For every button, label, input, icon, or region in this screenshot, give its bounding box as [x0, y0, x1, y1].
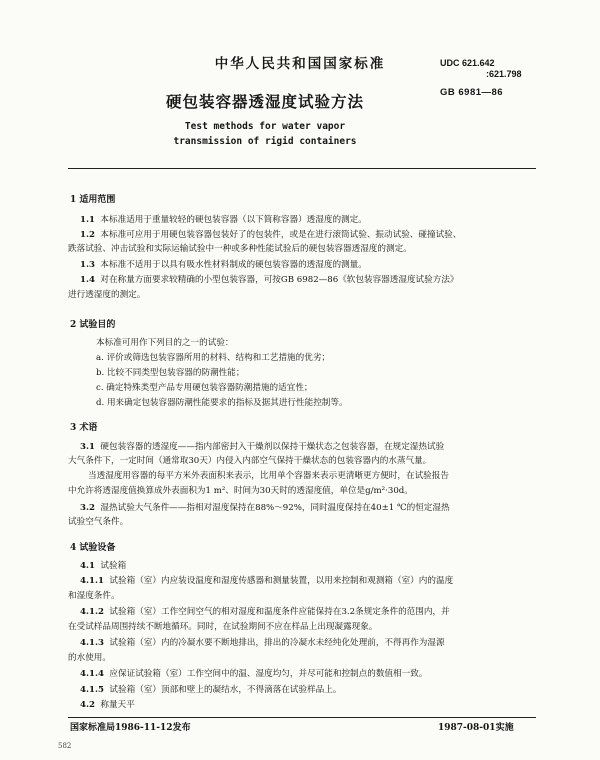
clause-4-1-3-cont: 的水使用。 [68, 653, 111, 663]
clause-4-1-2-cont: 在受试样品周围持续不断地循环。同时，在试验期间不应在样品上出现凝露现象。 [68, 622, 378, 632]
clause-text: 试验箱（室）内的冷凝水要不断地排出，排出的冷凝水未经纯化处理前，不得再作为湿源 [109, 638, 445, 648]
clause-number: 3.1 [80, 442, 95, 452]
clause-number: 1.2 [80, 230, 95, 240]
list-item: a. 评价或筛选包装容器所用的材料、结构和工艺措施的优劣； [96, 353, 331, 363]
clause-4-1-4 [80, 667, 427, 681]
clause-number: 1.1 [80, 215, 95, 225]
clause-3-1-cont: 大气条件下，一定时间（通常取30天）内侵入内部空气保持干燥状态的包装容器内的水蒸气量。 [68, 456, 432, 466]
clause-number: 4.1.3 [80, 638, 104, 648]
clause-3-2-cont: 试验空气条件。 [68, 517, 129, 527]
clause-3-1-para2-cont: 中允许将透湿度值换算成外表面积为1 m²、时间为30天时的透湿度值，单位是g/m²·30d。 [68, 486, 413, 496]
clause-number: 4.1.2 [80, 607, 104, 617]
section-1-heading: 1 适用范围 [70, 195, 116, 205]
gb-standard-code: GB 6981—86 [440, 87, 504, 98]
clause-3-2 [80, 501, 450, 515]
clause-text: 试验箱 [100, 561, 127, 571]
clause-4-1-5 [80, 683, 341, 697]
clause-4-2 [80, 698, 135, 712]
section-2-intro: 本标准可用作下列目的之一的试验： [96, 338, 234, 348]
clause-number: 4.1 [80, 561, 95, 571]
clause-1-1 [80, 213, 367, 227]
clause-number: 4.1.5 [80, 685, 104, 695]
clause-4-1-1 [80, 574, 453, 588]
clause-text: 试验箱（室）内应装设温度和湿度传感器和测量装置，以用来控制和观测箱（室）内的温度 [109, 576, 454, 586]
clause-1-3 [80, 258, 367, 272]
udc-code-line1: UDC 621.642 [440, 58, 495, 68]
clause-text: 本标准可应用于用硬包装容器包装好了的包装件，或是在进行滚筒试验、振动试验、碰撞试验、 [100, 230, 462, 240]
section-4-heading: 4 试验设备 [70, 543, 116, 553]
clause-1-4 [80, 273, 459, 287]
clause-text: 湿热试验大气条件——指相对湿度保持在88%～92%，同时温度保持在40±1 ℃的恒定湿热 [100, 503, 450, 513]
clause-text: 称量天平 [100, 700, 135, 710]
clause-4-1-3 [80, 636, 445, 650]
list-item: c. 确定特殊类型产品专用硬包装容器防潮措施的适宜性； [96, 383, 313, 393]
standard-header-title: 中华人民共和国国家标准 [214, 56, 386, 72]
section-3-heading: 3 术语 [70, 423, 98, 433]
page-number: 582 [58, 742, 72, 750]
clause-1-4-cont: 进行透湿度的测定。 [68, 290, 146, 300]
clause-number: 1.3 [80, 260, 95, 270]
list-item: b. 比较不同类型包装容器的防潮性能； [96, 368, 245, 378]
clause-3-1-para2: 当透湿度用容器的每平方米外表面积来表示，比用单个容器来表示更清晰更方便时，在试验报告 [88, 471, 449, 481]
clause-text: 试验箱（室）顶部和壁上的凝结水，不得滴落在试验样品上。 [109, 685, 342, 695]
effective-date: 1987-08-01实施 [438, 723, 514, 733]
clause-text: 试验箱（室）工作空间空气的相对湿度和温度条件应能保持在3.2条规定条件的范围内，并 [109, 607, 450, 617]
list-item: d. 用来确定包装容器防潮性能要求的指标及据其进行性能控制等。 [96, 398, 348, 408]
section-2-heading: 2 试验目的 [70, 320, 116, 330]
clause-text: 对在称量方面要求较精确的小型包装容器，可按GB 6982—86《软包装容器透湿度试验方法》 [100, 275, 459, 285]
document-title: 硬包装容器透湿度试验方法 [165, 92, 364, 111]
clause-text: 本标准不适用于以具有吸水性材料制成的硬包装容器的透湿度的测量。 [100, 260, 367, 270]
issue-date: 国家标准局1986-11-12发布 [70, 723, 191, 733]
clause-3-1 [80, 440, 444, 454]
header-divider [68, 168, 536, 169]
clause-number: 4.2 [80, 700, 95, 710]
clause-number: 3.2 [80, 503, 95, 513]
clause-4-1-1-cont: 和湿度条件。 [68, 591, 120, 601]
clause-text: 本标准适用于重量较轻的硬包装容器（以下简称容器）透湿度的测定。 [100, 215, 367, 225]
clause-number: 4.1.1 [80, 576, 104, 586]
clause-4-1-2 [80, 605, 450, 619]
clause-text: 应保证试验箱（室）工作空间中的温、湿度均匀，并尽可能和控制点的数值相一致。 [109, 669, 428, 679]
clause-number: 4.1.4 [80, 669, 104, 679]
udc-code-line2: :621.798 [486, 69, 522, 79]
clause-text: 硬包装容器的透湿度——指内部密封入干燥剂以保持干燥状态之包装容器，在规定湿热试验 [100, 442, 445, 452]
clause-1-2 [80, 228, 461, 242]
english-title: Test methods for water vapor transmission of rigid containers [173, 121, 357, 147]
clause-number: 1.4 [80, 275, 95, 285]
footer-divider [68, 717, 536, 718]
clause-4-1 [80, 559, 126, 573]
clause-1-2-cont: 跌落试验、冲击试验和实际运输试验中一种或多种性能试验后的硬包装容器透湿度的测定。 [68, 244, 412, 254]
